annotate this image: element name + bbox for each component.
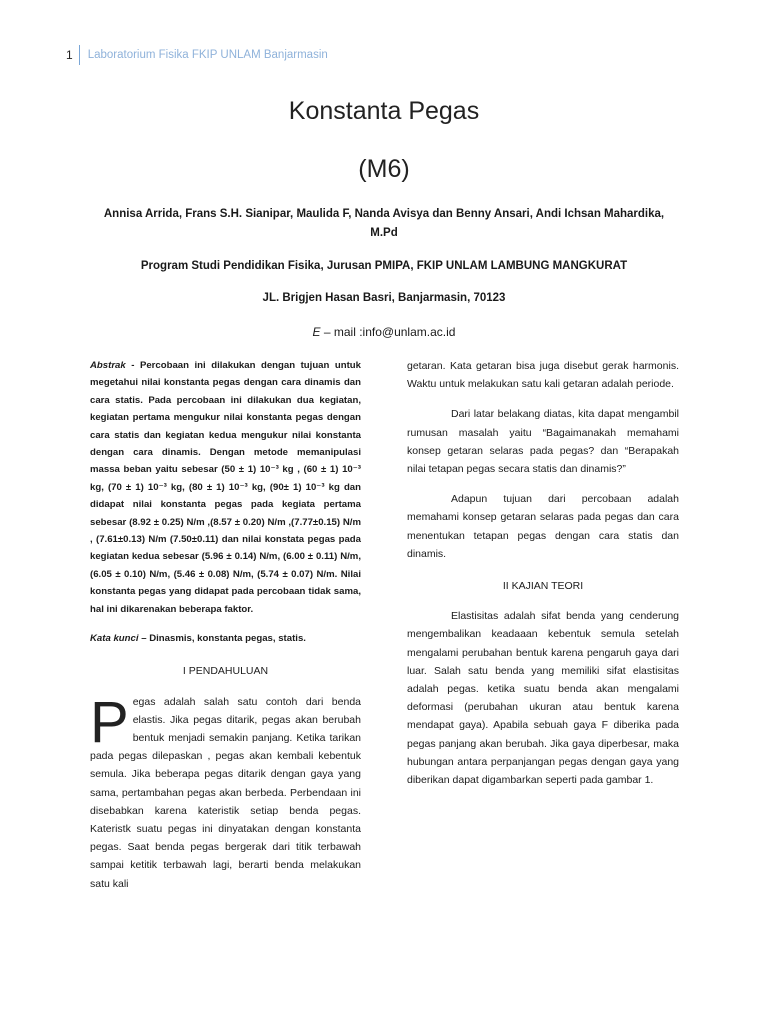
introduction-text: egas adalah salah satu contoh dari benda elastis. Jika pegas ditarik, pegas akan berubah bentuk menjadi semakin panjang. Ketika tarikan pada pegas dilepaskan , pegas akan kembali kebentuk semula. Jika beberapa pegas ditarik dengan gaya yang sama, pertambahan pegas akan berbeda. Perbendaan ini disebabkan karena kateristik setiap benda pegas. Kateristk suatu pegas ini dinyatakan dengan konstanta pegas. Saat benda pegas bergerak dari titik terbawah sampai ketitik terbawah lagi, berarti benda melakukan satu kali xyxy=(90,695,361,890)
continuation-paragraph: getaran. Kata getaran bisa juga disebut gerak harmonis. Waktu untuk melakukan satu kali getaran adalah periode. xyxy=(407,360,679,391)
paper-code: (M6) xyxy=(358,155,410,183)
keywords-text: – Dinasmis, konstanta pegas, statis. xyxy=(138,633,306,645)
objective-paragraph: Adapun tujuan dari percobaan adalah memahami konsep getaran selaras pada pegas dan cara menentukan tetapan pegas dengan cara statis dan dinamis. xyxy=(407,493,679,560)
theory-paragraph: Elastisitas adalah sifat benda yang cenderung mengembalikan keadaaan kebentuk semula setelah mengalami perubahan bentuk karena pengaruh gaya dari luar. Salah satu benda yang memiliki sifat elastisitas adalah pegas. ketika suatu benda akan mengalami deformasi (perubahan ukuran atau bentuk karena mendapat gaya). Apabila sebuah gaya F diberika pada pegas panjang akan berubah. Jika gaya diperbesar, maka hubungan antara perpanjangan pegas dengan gaya yang diberikan dapat digambarkan seperti pada gambar 1. xyxy=(407,610,679,787)
paper-title: Konstanta Pegas xyxy=(288,97,480,125)
abstract-label: Abstrak xyxy=(90,360,126,371)
problem-paragraph: Dari latar belakang diatas, kita dapat mengambil rumusan masalah yaitu “Bagaimanakah memahami konsep getaran selaras pada pegas? dan “Berapakah nilai tetapan pegas secara statis dan dinamis?” xyxy=(407,408,679,476)
email-line xyxy=(0,325,768,339)
introduction-paragraph xyxy=(90,689,361,893)
address: JL. Brigjen Hasan Basri, Banjarmasin, 70123 xyxy=(262,292,506,304)
header-divider xyxy=(79,45,80,65)
email-text: – mail :info@unlam.ac.id xyxy=(320,325,456,339)
running-title: Laboratorium Fisika FKIP UNLAM Banjarmasin xyxy=(87,49,328,61)
author-list: Annisa Arrida, Frans S.H. Sianipar, Maulida F, Nanda Avisya dan Benny Ansari, Andi Ichsan Mahardika, M.Pd xyxy=(103,208,665,239)
section-heading-introduction: I PENDAHULUAN xyxy=(182,665,269,678)
abstract-text: - Percobaan ini dilakukan dengan tujuan untuk megetahui nilai konstanta pegas dengan cara dinamis dan cara statis. Pada percobaan ini dilakukan dua kegiatan, kegiatan pertama mengukur nilai konstanta pegas dengan cara statis dan kegiatan kedua mengukur nilai konstanta dengan cara dinamis. Dengan metode memanipulasi massa beban yaitu sebesar (50 ± 1) 10⁻³ kg , (60 ± 1) 10⁻³ kg, (70 ± 1) 10⁻³ kg, (80 ± 1) 10⁻³ kg, (90± 1) 10⁻³ kg dan didapat nilai konstanta pegas pada kegiata pertama sebesar (8.92 ± 0.25) N/m ,(8.57 ± 0.20) N/m ,(7.77±0.15) N/m , (7.61±0.13) N/m (7.50±0.11) dan nilai konstata pegas pada kegiatan kedua sebesar (5.96 ± 0.14) N/m, (6.00 ± 0.11) N/m, (6.05 ± 0.10) N/m, (5.46 ± 0.08) N/m, (5.74 ± 0.07) N/m. Nilai konstanta pegas yang didapat pada percobaan tidak sama, hal ini dikarenakan beberapa faktor. xyxy=(90,360,361,615)
abstract xyxy=(90,357,361,618)
email-prefix: E xyxy=(312,325,321,339)
page-number: 1 xyxy=(66,48,73,62)
section-heading-theory: II KAJIAN TEORI xyxy=(502,580,584,593)
running-header xyxy=(66,45,328,65)
keywords xyxy=(90,630,361,648)
keywords-label: Kata kunci xyxy=(90,633,139,645)
affiliation: Program Studi Pendidikan Fisika, Jurusan PMIPA, FKIP UNLAM LAMBUNG MANGKURAT xyxy=(140,260,628,272)
left-column xyxy=(90,357,361,893)
right-column xyxy=(407,357,679,789)
drop-cap: P xyxy=(90,689,129,755)
